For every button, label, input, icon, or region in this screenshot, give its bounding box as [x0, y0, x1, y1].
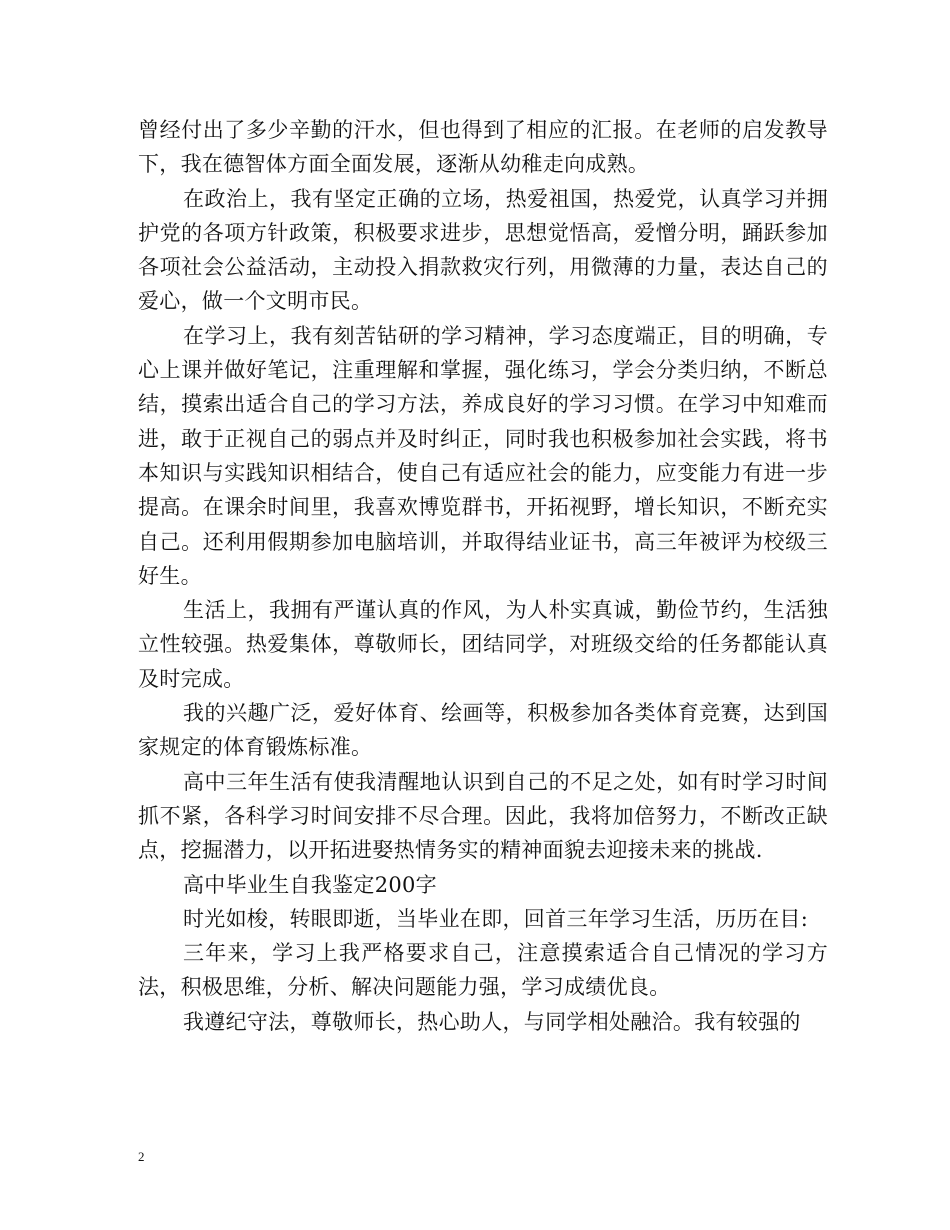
paragraph-9: 我遵纪守法，尊敬师长，热心助人，与同学相处融洽。我有较强的: [183, 1009, 801, 1034]
paragraph-6: 高中三年生活有使我清醒地认识到自己的不足之处，如有时学习时间抓不紧，各科学习时间安排不尽合理。因此，我将加倍努力，不断改正缺点，挖掘潜力，以开拓进娶热情务实的精神面貌去迎接未来的挑战.: [138, 769, 828, 863]
page-number: 2: [138, 1149, 145, 1164]
paragraph-2: 在政治上，我有坚定正确的立场，热爱祖国，热爱党，认真学习并拥护党的各项方针政策，积极要求进步，思想觉悟高，爱憎分明，踊跃参加各项社会公益活动，主动投入捐款救灾行列，用微薄的力量，表达自己的爱心，做一个文明市民。: [138, 186, 828, 314]
paragraph-1: 曾经付出了多少辛勤的汗水，但也得到了相应的汇报。在老师的启发教导下，我在德智体方面全面发展，逐渐从幼稚走向成熟。: [138, 118, 828, 177]
document-body: [138, 113, 828, 1039]
paragraph-7: 时光如梭，转眼即逝，当毕业在即，回首三年学习生活，历历在目:: [183, 906, 809, 931]
paragraph-3: 在学习上，我有刻苦钻研的学习精神，学习态度端正，目的明确，专心上课并做好笔记，注重理解和掌握，强化练习，学会分类归纳，不断总结，摸索出适合自己的学习方法，养成良好的学习习惯。在学习中知难而进，敢于正视自己的弱点并及时纠正，同时我也积极参加社会实践，将书本知识与实践知识相结合，使自己有适应社会的能力，应变能力有进一步提高。在课余时间里，我喜欢博览群书，开拓视野，增长知识，不断充实自己。还利用假期参加电脑培训，并取得结业证书，高三年被评为校级三好生。: [138, 323, 828, 588]
paragraph-8: 三年来，学习上我严格要求自己，注意摸索适合自己情况的学习方法，积极思维，分析、解决问题能力强，学习成绩优良。: [138, 941, 828, 1000]
paragraph-4: 生活上，我拥有严谨认真的作风，为人朴实真诚，勤俭节约，生活独立性较强。热爱集体，尊敬师长，团结同学，对班级交给的任务都能认真及时完成。: [138, 598, 828, 691]
section-heading: 高中毕业生自我鉴定200字: [183, 872, 437, 897]
paragraph-5: 我的兴趣广泛，爱好体育、绘画等，积极参加各类体育竞赛，达到国家规定的体育锻炼标准。: [138, 701, 828, 760]
